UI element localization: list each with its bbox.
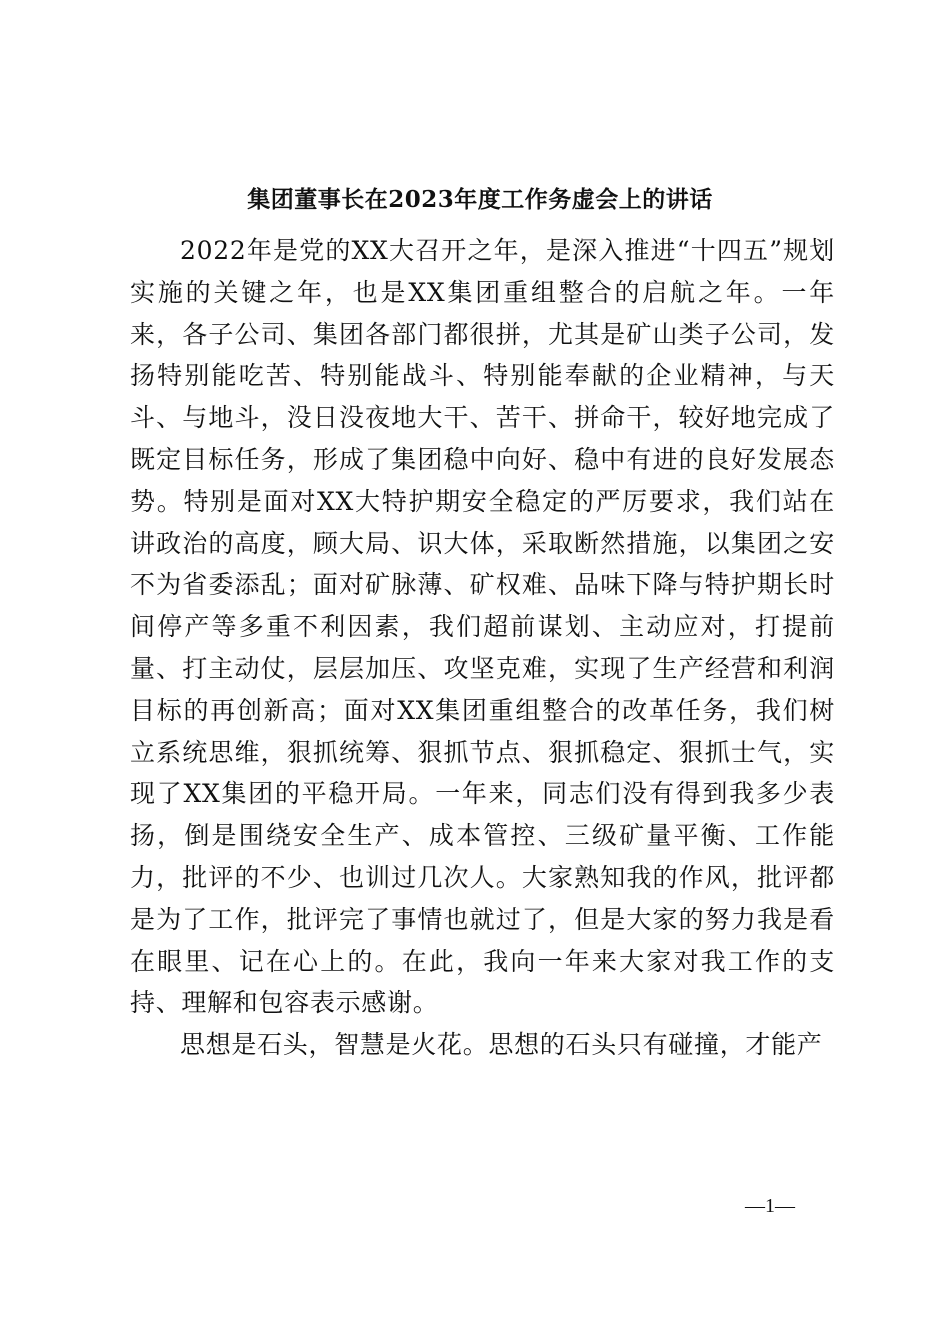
paragraph-1: 2022年是党的XX大召开之年，是深入推进“十四五”规划实施的关键之年，也是XX集团重组整合的启航之年。一年来，各子公司、集团各部门都很拼，尤其是矿山类子公司，发扬特别能吃苦、特别能战斗、特别能奉献的企业精神，与天斗、与地斗，没日没夜地大干、苦干、拼命干，较好地完成了既定目标任务，形成了集团稳中向好、稳中有进的良好发展态势。特别是面对XX大特护期安全稳定的严厉要求，我们站在讲政治的高度，顾大局、识大体，采取断然措施，以集团之安不为省委添乱；面对矿脉薄、矿权难、品味下降与特护期长时间停产等多重不利因素，我们超前谋划、主动应对，打提前量、打主动仗，层层加压、攻坚克难，实现了生产经营和利润目标的再创新高；面对XX集团重组整合的改革任务，我们树立系统思维，狠抓统筹、狠抓节点、狠抓稳定、狠抓士气，实现了XX集团的平稳开局。一年来，同志们没有得到我多少表扬，倒是围绕安全生产、成本管控、三级矿量平衡、工作能力，批评的不少、也训过几次人。大家熟知我的作风，批评都是为了工作，批评完了事情也就过了，但是大家的努力我是看在眼里、记在心上的。在此，我向一年来大家对我工作的支持、理解和包容表示感谢。 xyxy=(130,236,835,1018)
document-title: 集团董事长在2023年度工作务虚会上的讲话 xyxy=(247,186,713,213)
paragraph-2: 思想是石头，智慧是火花。思想的石头只有碰撞，才能产 xyxy=(180,1030,823,1060)
page-number: —1— xyxy=(745,1195,795,1217)
document-body xyxy=(130,230,835,1066)
